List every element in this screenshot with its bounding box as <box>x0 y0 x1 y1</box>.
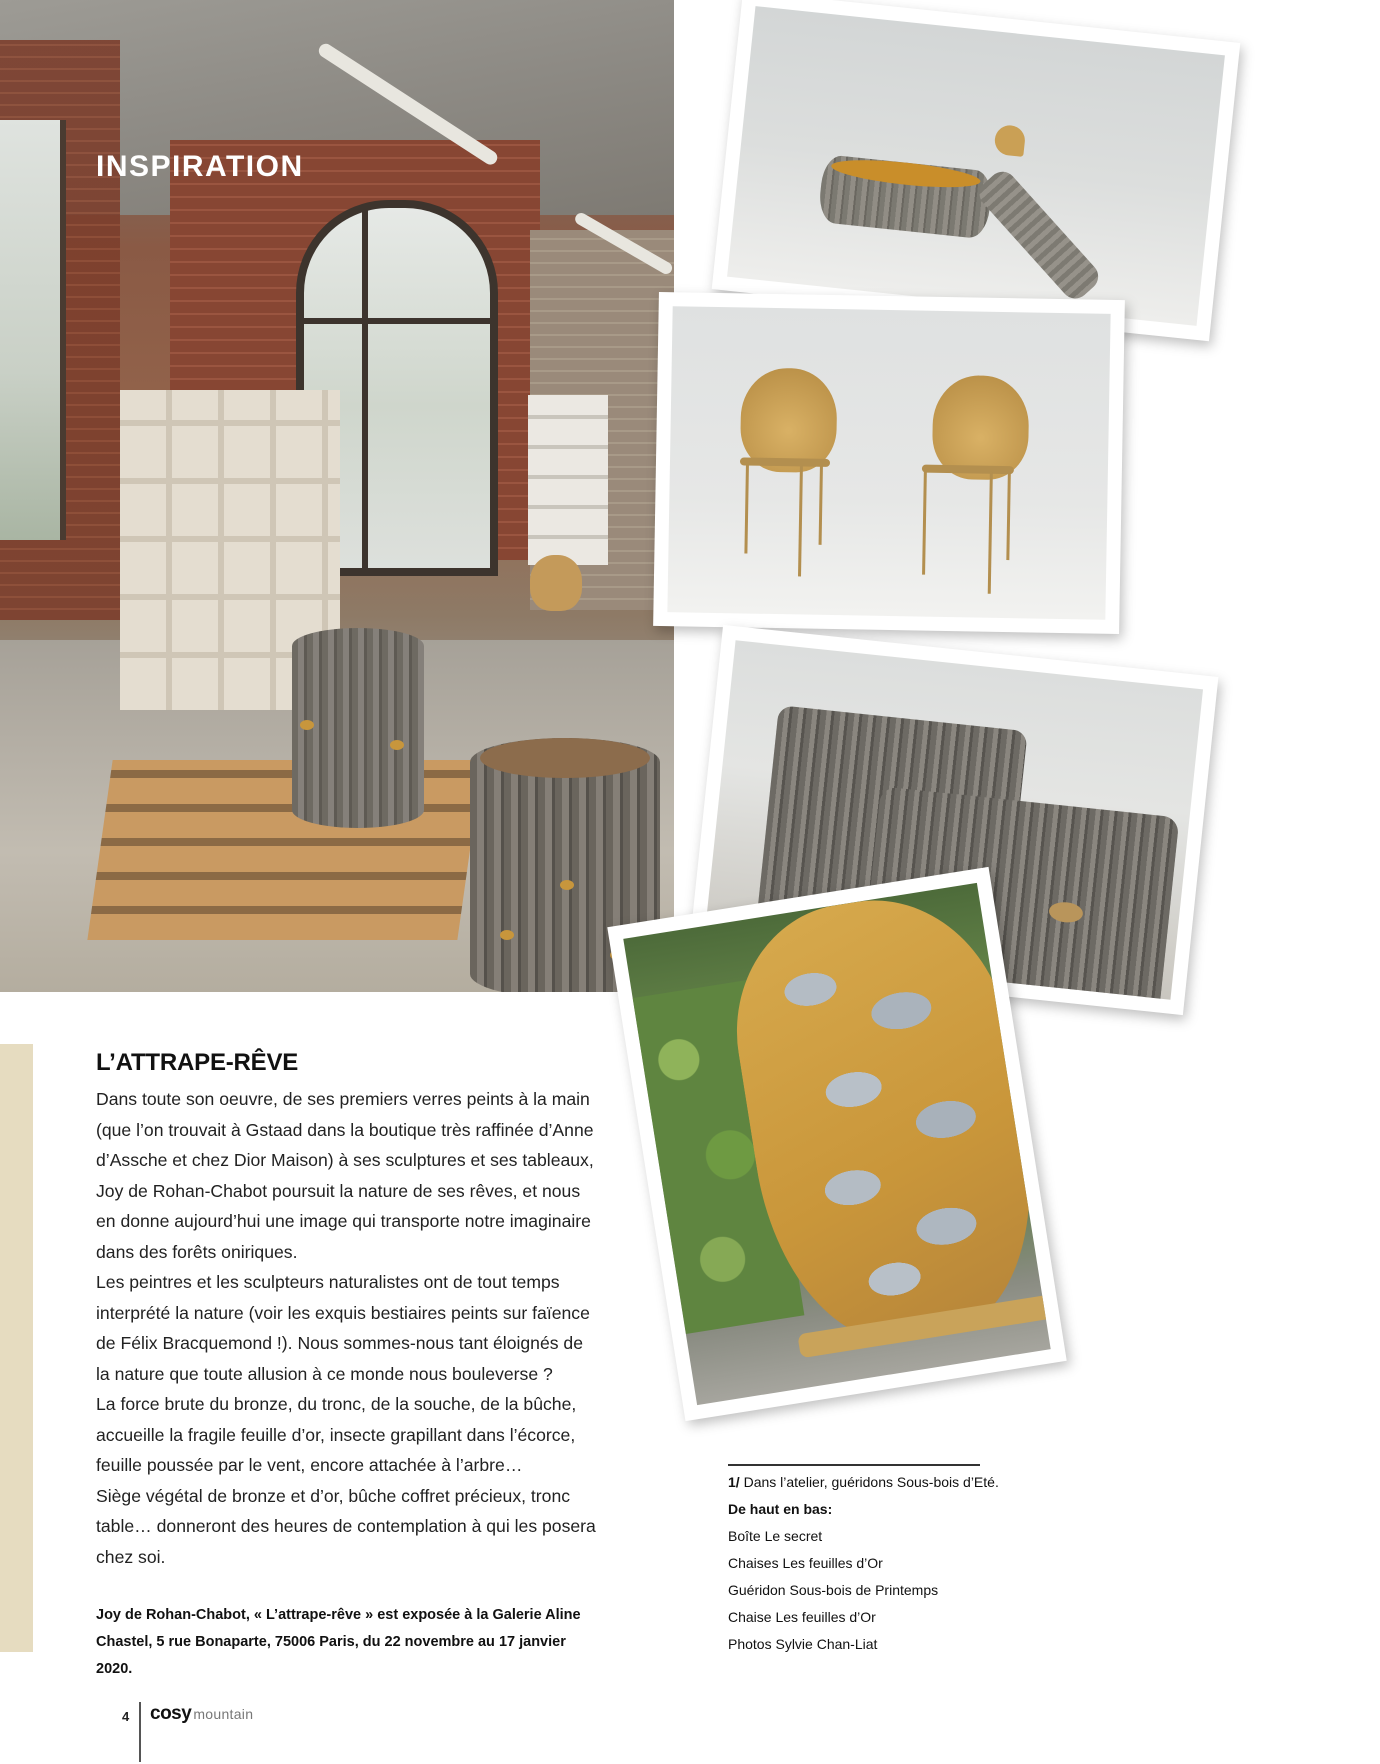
caption-line <box>728 1469 1028 1496</box>
caption-line: Guéridon Sous-bois de Printemps <box>728 1582 939 1598</box>
footer-divider <box>139 1702 141 1762</box>
brand-bold: cosy <box>150 1703 192 1724</box>
paragraph: Les peintres et les sculpteurs naturalistes ont de tout temps interprété la nature (voir les exquis bestiaires peints sur faïence de Félix Bracquemond !). Nous sommes-nous tant éloignés de la nature que toute allusion à ce monde nous bouleverse ? <box>96 1272 590 1384</box>
chair-leg <box>922 471 927 575</box>
caption-line: Chaise Les feuilles d’Or <box>728 1609 876 1625</box>
section-title: INSPIRATION <box>96 150 304 183</box>
caption-divider <box>728 1464 980 1466</box>
workshop-photo <box>0 0 674 992</box>
chair-leg <box>819 465 823 545</box>
gold-leaf <box>300 720 314 730</box>
paragraph: Dans toute son oeuvre, de ses premiers verres peints à la main (que l’on trouvait à Gstaad dans la boutique très raffinée d’Anne d’Assche et chez Dior Maison) à ses sculptures et ses tableaux, Joy de Rohan-Chabot poursuit la nature de ses rêves, et nous en donne aujourd’hui une image qui transporte notre imaginaire dans des forêts oniriques. <box>96 1089 594 1262</box>
magazine-logo <box>150 1703 253 1725</box>
accent-bar <box>0 1044 33 1652</box>
caption-line: Photos Sylvie Chan-Liat <box>728 1636 878 1652</box>
supply-shelf <box>528 395 608 565</box>
photo-chair-detail <box>607 867 1066 1421</box>
article-body <box>96 1084 596 1572</box>
photo-chairs <box>653 292 1125 634</box>
chair-seat <box>922 465 1014 475</box>
paragraph: Siège végétal de bronze et d’or, bûche coffret précieux, tronc table… donneront des heures de contemplation à qui les posera chez soi. <box>96 1485 596 1567</box>
page-number: 4 <box>122 1709 130 1724</box>
window-left <box>0 120 66 540</box>
log-lid <box>974 166 1104 304</box>
gold-leaf <box>500 930 514 940</box>
chair-leg <box>744 464 749 554</box>
chair-leg <box>798 464 803 576</box>
caption-line: Chaises Les feuilles d’Or <box>728 1555 883 1571</box>
article-heading: L’ATTRAPE-RÊVE <box>96 1049 299 1076</box>
caption-heading: De haut en bas: <box>728 1501 833 1517</box>
caption-text: Dans l’atelier, guéridons Sous-bois d’Eté. <box>739 1474 999 1490</box>
photo-captions <box>728 1469 1028 1658</box>
gold-leaf <box>560 880 574 890</box>
caption-line: Boîte Le secret <box>728 1528 823 1544</box>
exhibit-note: Joy de Rohan-Chabot, « L’attrape-rêve » est exposée à la Galerie Aline Chastel, 5 rue Bonaparte, 75006 Paris, du 22 novembre au 17 janvier 2020. <box>96 1607 581 1677</box>
chair-leg <box>988 472 993 594</box>
chair-seat <box>740 457 830 467</box>
brand-light: mountain <box>193 1706 254 1722</box>
chair-leg <box>1006 472 1011 560</box>
caption-number: 1/ <box>728 1474 740 1490</box>
paragraph: La force brute du bronze, du tronc, de la souche, de la bûche, accueille la fragile feuille d’or, insecte grapillant dans l’écorce, feuille poussée par le vent, encore attachée à l’arbre… <box>96 1394 577 1475</box>
gold-sprig <box>993 124 1026 157</box>
photo-box-le-secret <box>712 0 1241 341</box>
leaf-chair <box>530 555 582 611</box>
gold-leaf <box>390 740 404 750</box>
